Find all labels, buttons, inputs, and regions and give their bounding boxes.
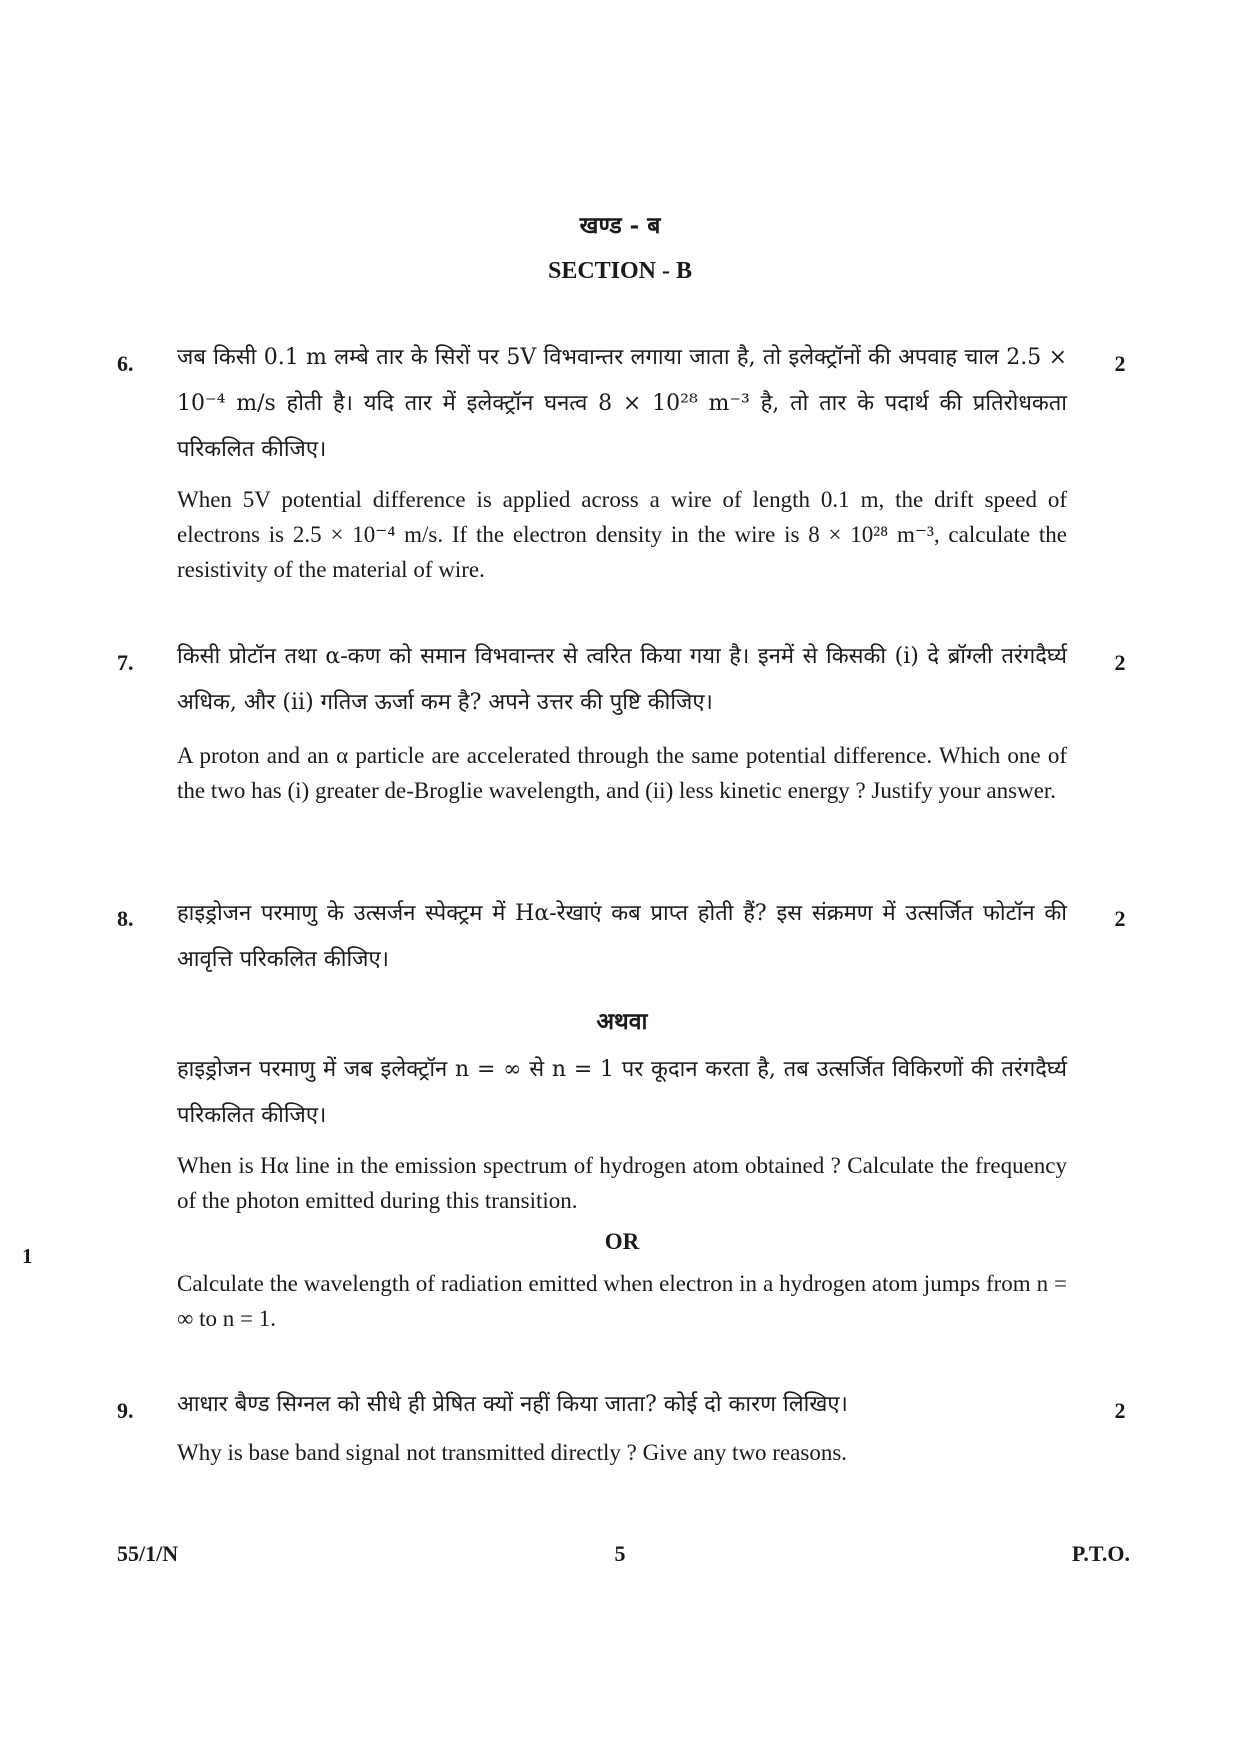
- question-number: 7.: [117, 650, 134, 675]
- question-text-hindi: जब किसी 0.1 m लम्बे तार के सिरों पर 5V विभवान्तर लगाया जाता है, तो इलेक्ट्रॉनों की अपवाह चाल 2.5 × 10⁻⁴ m/s होती है। यदि तार में इलेक्ट्रॉन घनत्व 8 × 10²⁸ m⁻³ है, तो तार के पदार्थ की प्रतिरोधकता परिकलित कीजिए।: [177, 345, 1067, 462]
- question-text-hindi: आधार बैण्ड सिग्नल को सीधे ही प्रेषित क्यों नहीं किया जाता? कोई दो कारण लिखिए।: [177, 1392, 848, 1417]
- question-text-english: When is Hα line in the emission spectrum of hydrogen atom obtained ? Calculate the frequency of the photon emitted during this transition.: [177, 1153, 1067, 1213]
- margin-mark: 1: [22, 1244, 33, 1268]
- question-text-hindi: हाइड्रोजन परमाणु के उत्सर्जन स्पेक्ट्रम में Hα-रेखाएं कब प्राप्त होती हैं? इस संक्रमण में उत्सर्जित फोटॉन की आवृत्ति परिकलित कीजिए।: [177, 901, 1067, 972]
- question-number: 8.: [117, 906, 134, 931]
- alternative-question-english: Calculate the wavelength of radiation emitted when electron in a hydrogen atom jumps from n = ∞ to n = 1.: [177, 1271, 1067, 1331]
- section-heading-hindi: खण्ड - ब: [579, 212, 661, 239]
- or-heading-english: OR: [604, 1229, 640, 1254]
- question-marks: 2: [1114, 906, 1126, 931]
- question-text-english: A proton and an α particle are accelerated through the same potential difference. Which one of the two has (i) greater de-Broglie wavelength, and (ii) less kinetic energy ? Justify your answer.: [177, 743, 1067, 803]
- question-text-english: When 5V potential difference is applied across a wire of length 0.1 m, the drift speed of electrons is 2.5 × 10⁻⁴ m/s. If the electron density in the wire is 8 × 10²⁸ m⁻³, calculate the resistivity of the material of wire.: [177, 487, 1067, 582]
- pto-label: P.T.O.: [1071, 1541, 1130, 1566]
- question-number: 6.: [117, 351, 134, 376]
- page-number: 5: [614, 1541, 626, 1566]
- question-number: 9.: [117, 1398, 134, 1423]
- paper-code: 55/1/N: [117, 1541, 179, 1566]
- question-marks: 2: [1114, 351, 1126, 376]
- question-text-english: Why is base band signal not transmitted directly ? Give any two reasons.: [177, 1440, 848, 1465]
- question-text-hindi: किसी प्रोटॉन तथा α-कण को समान विभवान्तर से त्वरित किया गया है। इनमें से किसकी (i) दे ब्रॉग्ली तरंगदैर्घ्य अधिक, और (ii) गतिज ऊर्जा कम है? अपने उत्तर की पुष्टि कीजिए।: [177, 644, 1067, 715]
- question-marks: 2: [1114, 650, 1126, 675]
- question-marks: 2: [1114, 1398, 1126, 1423]
- section-heading-english: SECTION - B: [547, 258, 693, 284]
- alternative-question-hindi: हाइड्रोजन परमाणु में जब इलेक्ट्रॉन n = ∞ से n = 1 पर कूदान करता है, तब उत्सर्जित विकिरणों की तरंगदैर्घ्य परिकलित कीजिए।: [177, 1057, 1067, 1128]
- or-heading-hindi: अथवा: [596, 1008, 648, 1035]
